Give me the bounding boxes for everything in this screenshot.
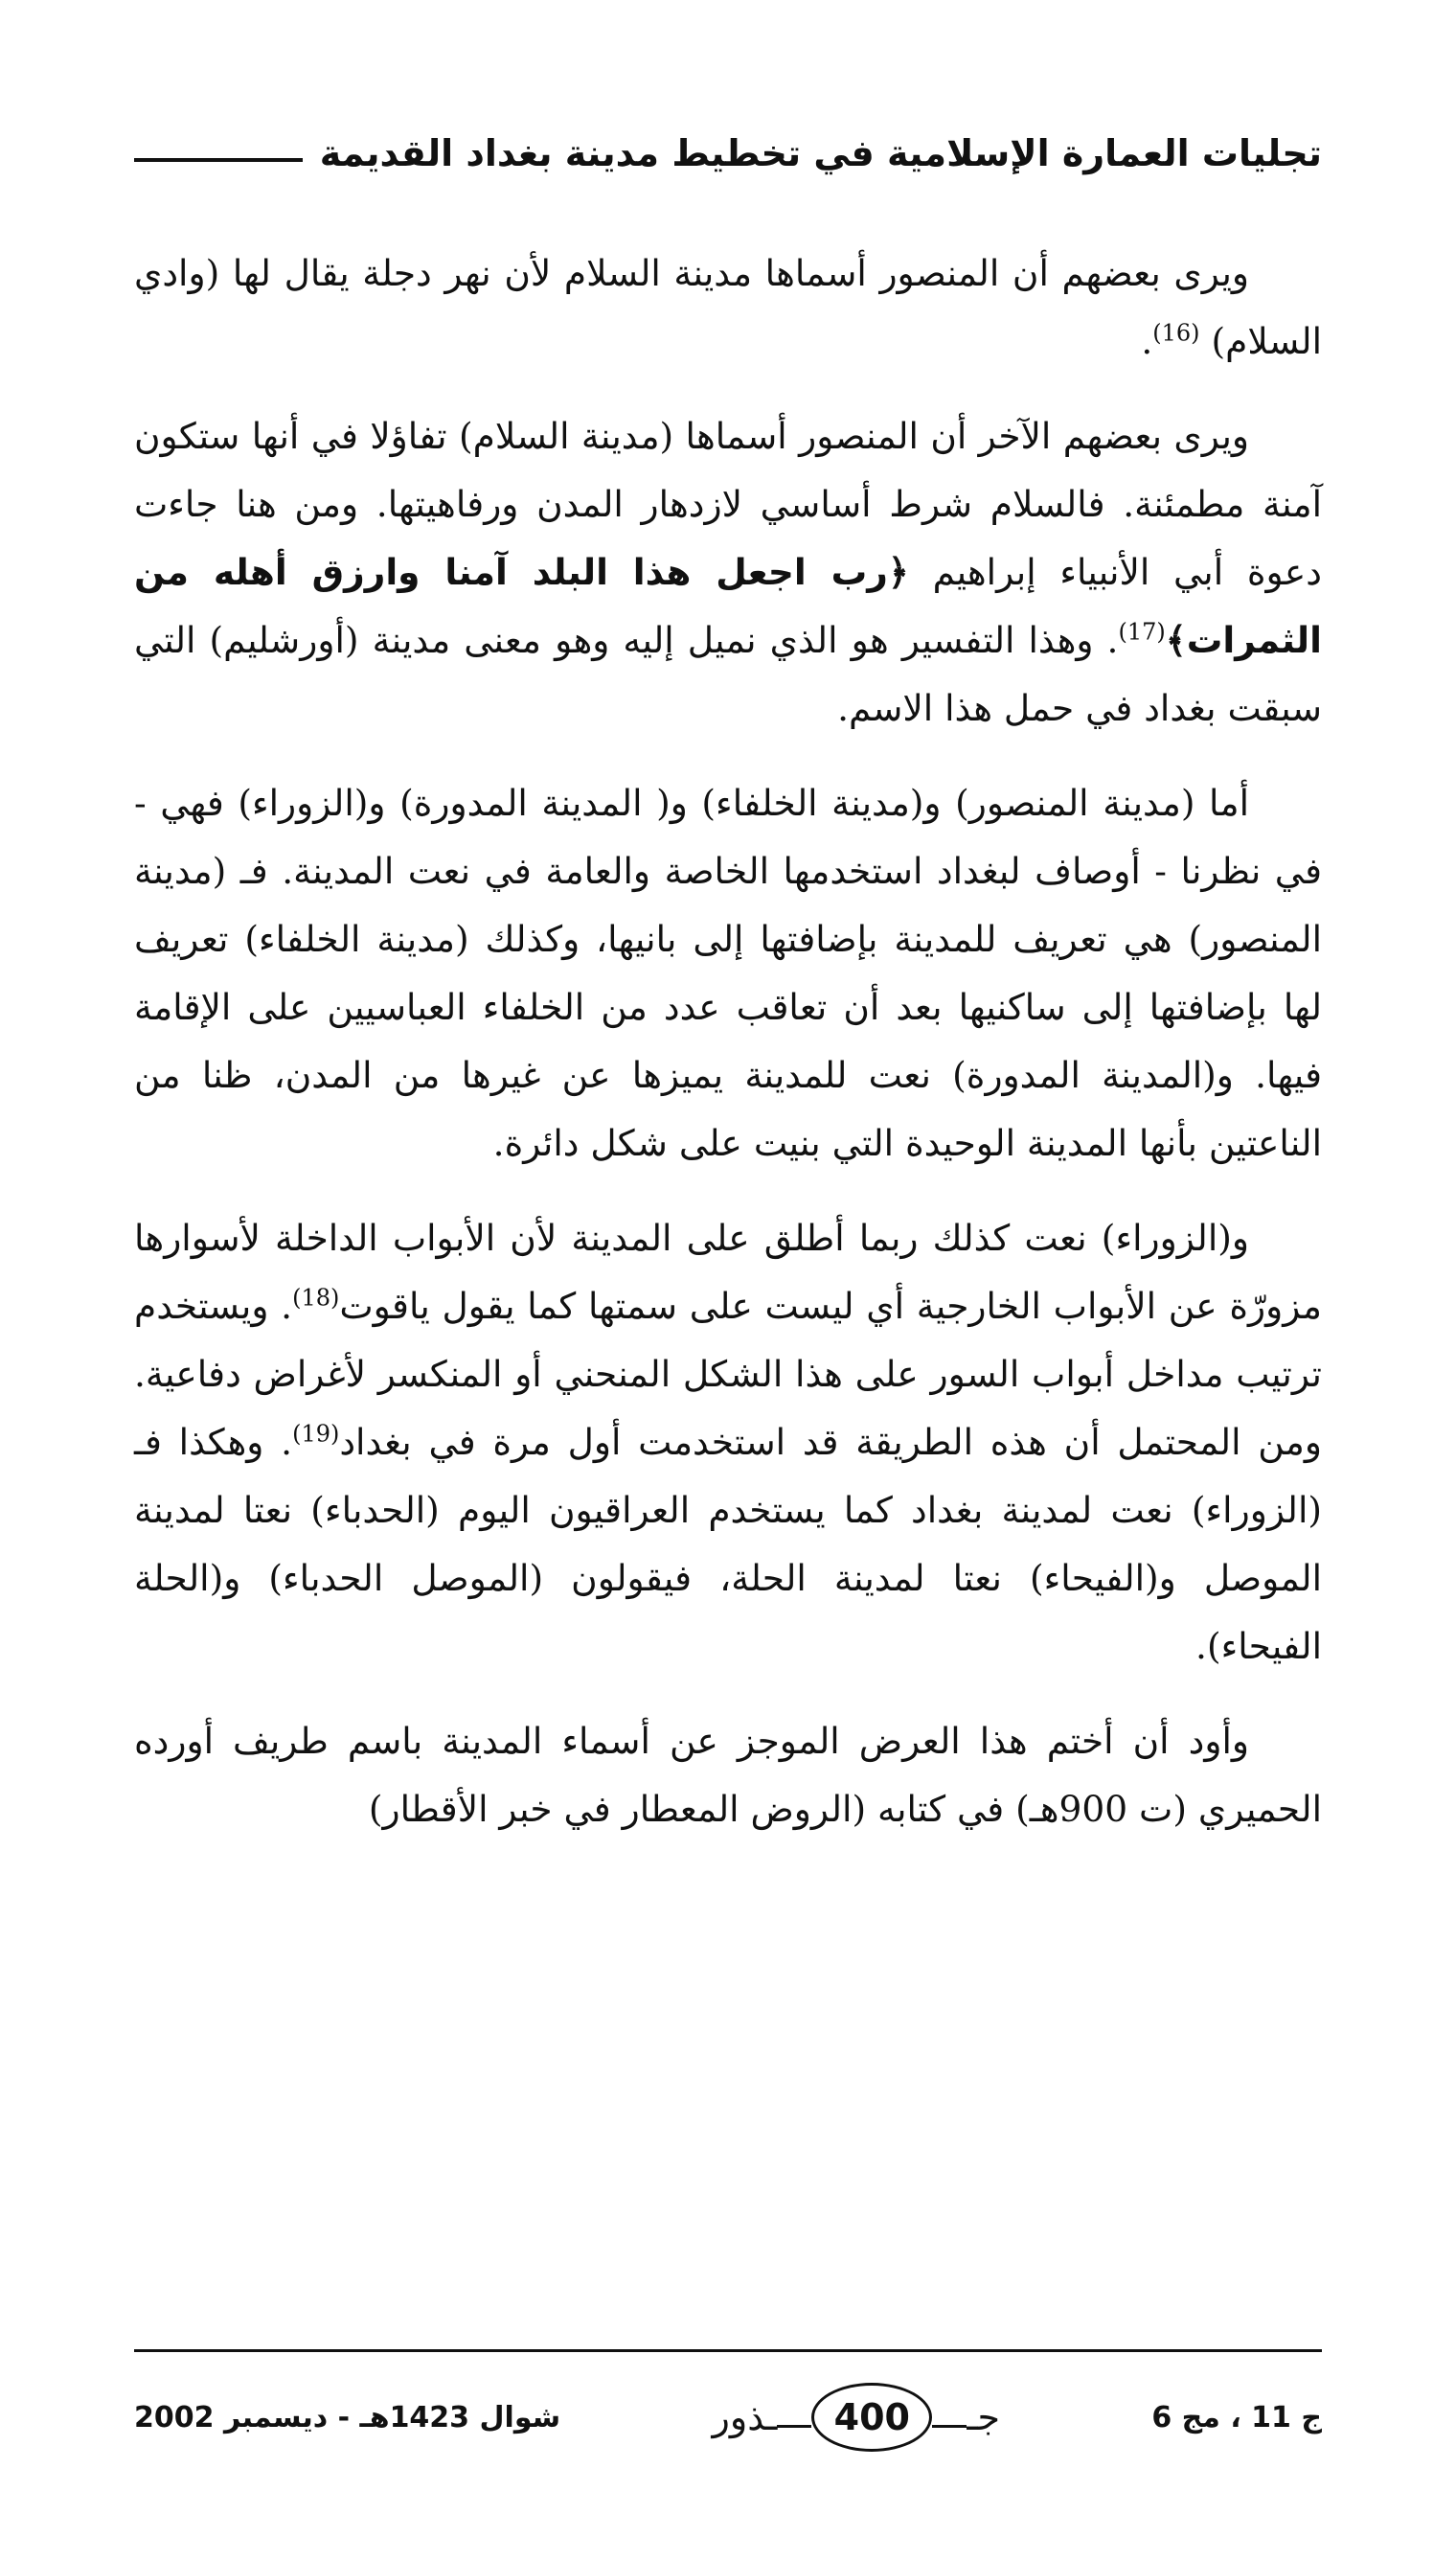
paragraph-1-end: . bbox=[1141, 320, 1153, 362]
journal-name-right: ـذور bbox=[712, 2396, 778, 2438]
journal-dash-left bbox=[932, 2425, 967, 2428]
footnote-ref-16: (16) bbox=[1152, 319, 1200, 347]
paragraph-1 bbox=[134, 240, 1322, 376]
paragraph-2-tail: . وهذا التفسير هو الذي نميل إليه وهو معنى مدينة (أورشليم) التي سبقت بغداد في حمل هذا الاسم. bbox=[134, 619, 1322, 729]
quran-quote: ﴿رب اجعل هذا البلد آمنا وارزق أهله من الثمرات﴾ bbox=[134, 551, 1322, 661]
paragraph-3 bbox=[134, 769, 1322, 1177]
header-title: تجليات العمارة الإسلامية في تخطيط مدينة بغداد القديمة bbox=[319, 132, 1322, 174]
paragraph-4-tail: . وهكذا فـ (الزوراء) نعت لمدينة بغداد كما يستخدم العراقيون اليوم (الحدباء) نعتا لمدينة الموصل و(الفيحاء) نعتا لمدينة الحلة، فيقولون (الموصل الحدباء) و(الحلة الفيحاء). bbox=[134, 1421, 1322, 1667]
paragraph-2-text: ويرى بعضهم الآخر أن المنصور أسماها (مدينة السلام) تفاؤلا في أنها ستكون آمنة مطمئنة. فالسلام شرط أساسي لازدهار المدن ورفاهيتها. ومن هنا جاءت دعوة أبي الأنبياء إبراهيم bbox=[134, 415, 1322, 593]
footnote-ref-19: (19) bbox=[292, 1420, 340, 1448]
footnote-ref-18: (18) bbox=[292, 1284, 340, 1312]
running-header bbox=[134, 123, 1322, 184]
paragraph-1-text: ويرى بعضهم أن المنصور أسماها مدينة السلام لأن نهر دجلة يقال لها (وادي السلام) bbox=[134, 252, 1322, 362]
journal-dash-right bbox=[777, 2425, 811, 2428]
header-rule bbox=[134, 158, 303, 162]
paragraph-4-mid: . ويستخدم ترتيب مداخل أبواب السور على هذا الشكل المنحني أو المنكسر لأغراض دفاعية. ومن المحتمل أن هذه الطريقة قد استخدمت أول مرة في بغداد bbox=[134, 1285, 1323, 1463]
journal-name-left: جـ bbox=[967, 2396, 1000, 2438]
body-text bbox=[134, 240, 1322, 1870]
paragraph-5-text: وأود أن أختم هذا العرض الموجز عن أسماء المدينة باسم طريف أورده الحميري (ت 900هـ) في كتابه (الروض المعطار في خبر الأقطار) bbox=[134, 1720, 1322, 1830]
page-number: 400 bbox=[811, 2383, 932, 2452]
paragraph-3-text: أما (مدينة المنصور) و(مدينة الخلفاء) و( المدينة المدورة) و(الزوراء) فهي - في نظرنا - أوصاف لبغداد استخدمها الخاصة والعامة في نعت المدينة. فـ (مدينة المنصور) هي تعريف للمدينة بإضافتها إلى بانيها، وكذلك (مدينة الخلفاء) تعريف لها بإضافتها إلى ساكنيها بعد أن تعاقب عدد من الخلفاء العباسيين على الإقامة فيها. و(المدينة المدورة) نعت للمدينة يميزها عن غيرها من المدن، ظنا من الناعتين بأنها المدينة الوحيدة التي بنيت على شكل دائرة. bbox=[134, 782, 1322, 1164]
footnote-ref-17: (17) bbox=[1118, 618, 1166, 646]
journal-name bbox=[713, 2383, 1000, 2452]
paragraph-2 bbox=[134, 402, 1322, 743]
paragraph-4 bbox=[134, 1204, 1322, 1680]
page-footer bbox=[134, 2384, 1322, 2451]
footer-rule bbox=[134, 2349, 1322, 2352]
footer-date: شوال 1423هـ - ديسمبر 2002 bbox=[134, 2400, 561, 2434]
paragraph-4-text: و(الزوراء) نعت كذلك ربما أطلق على المدينة لأن الأبواب الداخلة لأسوارها مزورّة عن الأبواب الخارجية أي ليست على سمتها كما يقول ياقوت bbox=[134, 1217, 1322, 1327]
paragraph-5 bbox=[134, 1707, 1322, 1843]
footer-volume: ج 11 ، مج 6 bbox=[1151, 2400, 1322, 2434]
